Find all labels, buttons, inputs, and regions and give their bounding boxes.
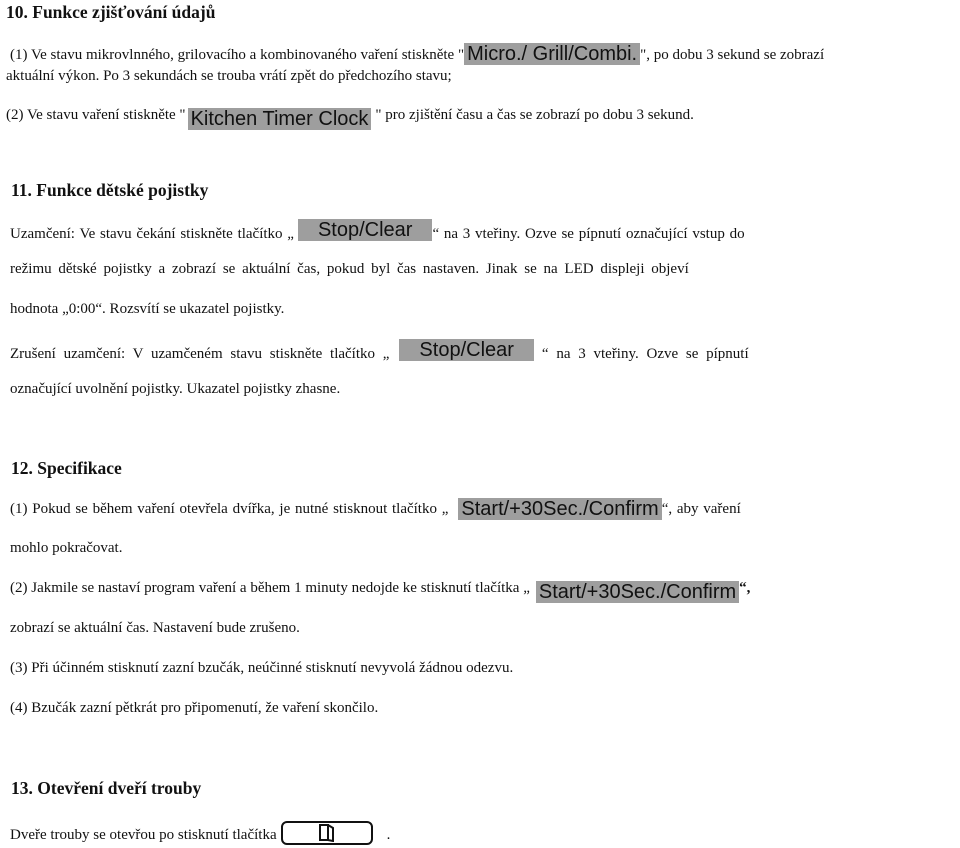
- section-12-heading: 12. Specifikace: [11, 458, 122, 478]
- s11-line-4: [10, 339, 749, 364]
- s10-paragraph-1-line-1: [10, 43, 824, 65]
- micro-grill-combi-key: Micro./ Grill/Combi.: [464, 43, 640, 65]
- s11-line-2: režimu dětské pojistky a zobrazí se aktuální čas, pokud byl čas nastaven. Jinak se na LED displeji objeví: [10, 261, 689, 277]
- start-30sec-confirm-key: Start/+30Sec./Confirm: [458, 498, 661, 520]
- s10-p2-text-b: " pro zjištění času a čas se zobrazí po dobu 3 sekund.: [375, 107, 694, 123]
- s11-line-5: označující uvolnění pojistky. Ukazatel pojistky zhasne.: [10, 381, 341, 397]
- s12-line-3: [10, 578, 750, 603]
- s12-line-5: (3) Při účinném stisknutí zazní bzučák, neúčinné stisknutí nevyvolá žádnou odezvu.: [10, 660, 514, 676]
- s11-l4-text-a: Zrušení uzamčení: V uzamčeném stavu stiskněte tlačítko „: [10, 346, 390, 362]
- s12-l3-text-b: “,: [739, 580, 751, 596]
- s12-l1-text-a: (1) Pokud se během vaření otevřela dvířka, je nutné stisknout tlačítko „: [10, 501, 449, 517]
- s12-line-6: (4) Bzučák zazní pětkrát pro připomenutí, že vaření skončilo.: [10, 700, 379, 716]
- s13-line-1: [10, 821, 390, 845]
- s11-l4-text-b: “ na 3 vteřiny. Ozve se pípnutí: [541, 346, 749, 362]
- s10-p2-text-a: (2) Ve stavu vaření stiskněte ": [6, 107, 186, 123]
- s12-l3-text-a: (2) Jakmile se nastaví program vaření a během 1 minuty nedojde ke stisknutí tlačítka „: [10, 580, 530, 596]
- door-open-button: [281, 821, 373, 845]
- s11-line-3: hodnota „0:00“. Rozsvítí se ukazatel pojistky.: [10, 301, 285, 317]
- section-11-heading: 11. Funkce dětské pojistky: [11, 180, 209, 200]
- s13-l1-text-a: Dveře trouby se otevřou po stisknutí tlačítka: [10, 827, 277, 843]
- s11-l1-text-b: “ na 3 vteřiny. Ozve se pípnutí označující vstup do: [432, 226, 745, 242]
- stop-clear-key: Stop/Clear: [298, 219, 433, 241]
- section-10-heading: 10. Funkce zjišťování údajů: [6, 2, 216, 22]
- s11-line-1: [10, 219, 745, 244]
- door-open-icon: [319, 824, 335, 842]
- s10-paragraph-1-line-2: aktuální výkon. Po 3 sekundách se trouba vrátí zpět do předchozího stavu;: [6, 68, 452, 84]
- s10-p1-text-a: (1) Ve stavu mikrovlnného, grilovacího a kombinovaného vaření stiskněte ": [10, 47, 465, 63]
- s10-paragraph-2: [6, 105, 694, 130]
- section-13-heading: 13. Otevření dveří trouby: [11, 778, 202, 798]
- s13-l1-text-b: .: [386, 827, 391, 843]
- s10-p1-text-b: ", po dobu 3 sekund se zobrazí: [640, 47, 825, 63]
- s12-line-2: mohlo pokračovat.: [10, 540, 123, 556]
- stop-clear-key: Stop/Clear: [399, 339, 534, 361]
- start-30sec-confirm-key: Start/+30Sec./Confirm: [536, 581, 739, 603]
- s12-l1-text-b: “, aby vaření: [661, 501, 741, 517]
- kitchen-timer-clock-key: Kitchen Timer Clock: [188, 108, 372, 130]
- s12-line-1: [10, 498, 741, 520]
- s11-l1-text-a: Uzamčení: Ve stavu čekání stiskněte tlačítko „: [10, 226, 294, 242]
- s12-line-4: zobrazí se aktuální čas. Nastavení bude zrušeno.: [10, 620, 300, 636]
